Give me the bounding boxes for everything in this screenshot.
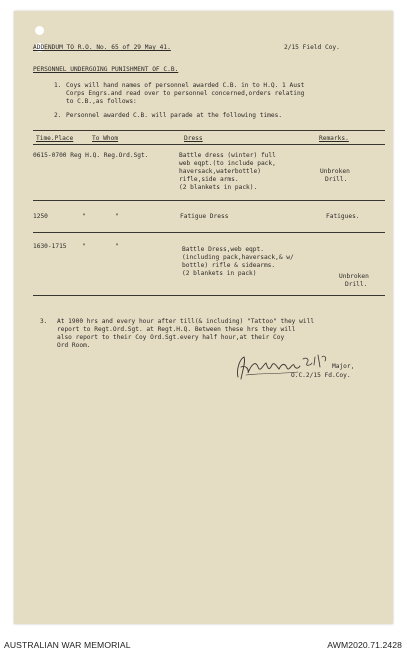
table-bottom-rule (33, 295, 385, 296)
signature-unit: O.C.2/15 Fd.Coy. (291, 372, 351, 379)
table-row-dress: (2 blankets in pack) (182, 270, 257, 277)
para1-line: to C.B.,as follows: (66, 98, 137, 105)
document-sheet (14, 11, 393, 624)
table-row-remarks: Unbroken (339, 273, 369, 280)
para1-number: 1. (54, 82, 62, 89)
table-row-time: 1630-1715 (33, 243, 67, 250)
table-header-rule (33, 144, 385, 145)
para3-line: Ord Room. (57, 342, 91, 349)
table-row-rule (33, 200, 385, 201)
table-row-remarks: Fatigues. (326, 213, 360, 220)
para2-number: 2. (54, 112, 62, 119)
footer-institution: AUSTRALIAN WAR MEMORIAL (4, 640, 131, 650)
header-unit: 2/15 Field Coy. (284, 44, 340, 51)
table-row-dress: (including pack,haversack,& w/ (182, 254, 294, 261)
table-row-dress: bottle) rifle & sidearms. (182, 262, 276, 269)
table-row-rule (33, 232, 385, 233)
para1-line: Coys will hand names of personnel awarded C.B. in to H.Q. 1 Aust (66, 82, 305, 89)
footer-accession-number: AWM2020.71.2428 (327, 640, 402, 650)
col-header-remarks: Remarks. (319, 135, 349, 142)
table-row-dress: (2 blankets in pack). (179, 184, 258, 191)
ditto-mark: " (82, 213, 86, 220)
header-reference: ADDENDUM TO R.O. No. 65 of 29 May 41. (33, 44, 171, 51)
table-row-dress: Battle dress (winter) full (179, 152, 276, 159)
ditto-mark: " (115, 213, 119, 220)
para2-text: Personnel awarded C.B. will parade at the following times. (66, 112, 283, 119)
para3-number: 3. (40, 318, 48, 325)
col-header-dress: Dress (184, 135, 203, 142)
table-top-rule (33, 130, 385, 131)
table-row-remarks: Drill. (345, 281, 368, 288)
table-row-dress: web eqpt.(to include pack, (179, 160, 276, 167)
para1-line: Corps Engrs.and read over to personnel concerned,orders relating (66, 90, 305, 97)
ditto-mark: " (82, 243, 86, 250)
para3-line: At 1900 hrs and every hour after till(& including) "Tattoo" they will (57, 318, 315, 325)
col-header-to-whom: To Whom (92, 135, 119, 142)
para3-line: also report to their Coy Ord.Sgt.every half hour,at their Coy (57, 334, 285, 341)
para3-line: report to Regt.Ord.Sgt. at Regt.H.Q. Between these hrs they will (57, 326, 296, 333)
table-row-remarks: Unbroken (320, 168, 350, 175)
table-row-time: 1250 (33, 213, 48, 220)
archive-footer (0, 634, 407, 653)
table-row-dress: Fatigue Dress (180, 213, 229, 220)
punch-hole (35, 26, 44, 35)
table-row-dress: rifle,side arms. (179, 176, 239, 183)
ditto-mark: " (115, 243, 119, 250)
table-row-dress: Battle Dress,web eqpt. (182, 246, 264, 253)
subject-heading: PERSONNEL UNDERGOING PUNISHMENT OF C.B. (33, 66, 179, 73)
col-header-time-place: Time.Place (36, 135, 74, 142)
table-row-remarks: Drill. (325, 176, 348, 183)
signature-rank: Major, (332, 363, 355, 370)
table-row-time: 0615-0700 Reg H.Q. Reg.Ord.Sgt. (33, 152, 149, 159)
table-row-dress: haversack,waterbottle) (179, 168, 261, 175)
